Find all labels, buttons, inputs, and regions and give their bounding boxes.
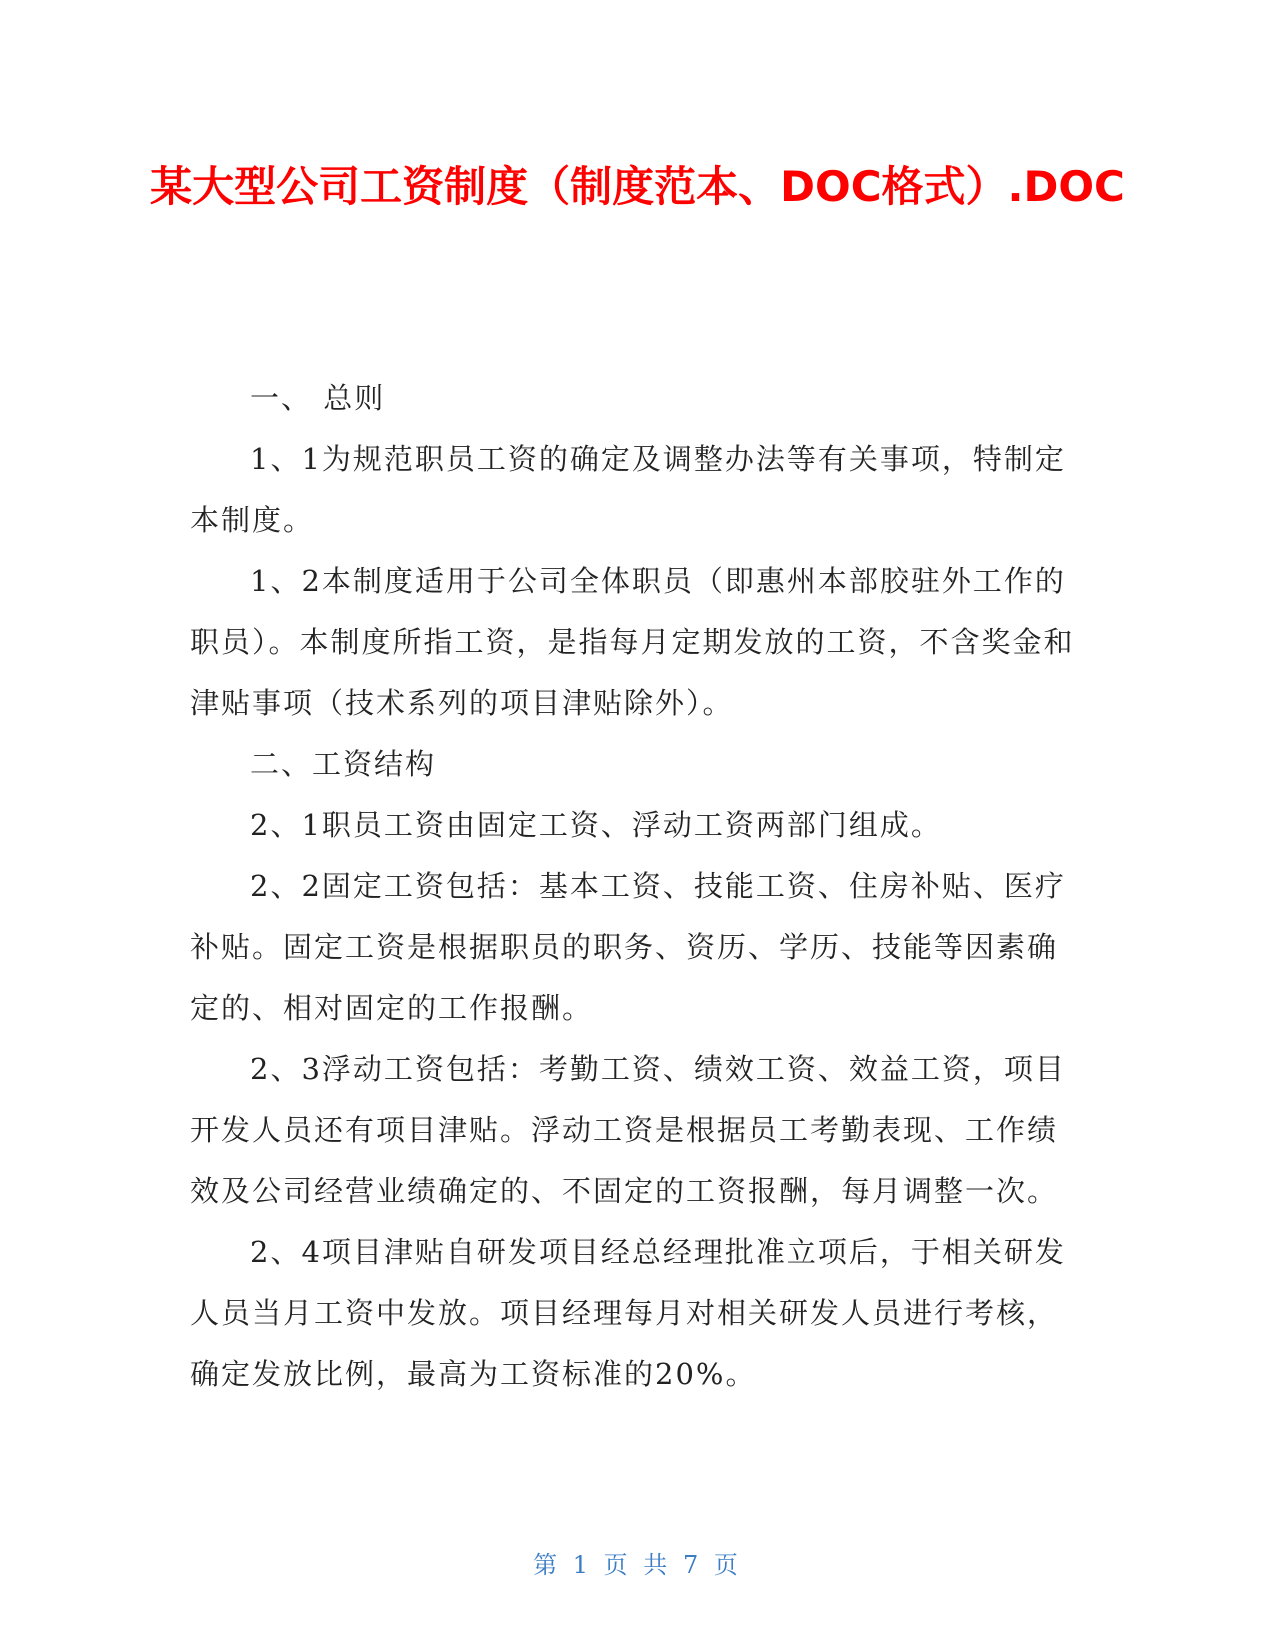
paragraph: 2、2固定工资包括：基本工资、技能工资、住房补贴、医疗补贴。固定工资是根据职员的职务、资历、学历、技能等因素确定的、相对固定的工作报酬。 <box>190 869 1066 1025</box>
paragraph: 1、1为规范职员工资的确定及调整办法等有关事项，特制定本制度。 <box>190 442 1066 537</box>
section-heading: 一、 总则 <box>250 381 386 415</box>
paragraph: 2、1职员工资由固定工资、浮动工资两部门组成。 <box>250 808 942 842</box>
paragraph: 1、2本制度适用于公司全体职员（即惠州本部胶驻外工作的职员）。本制度所指工资，是指每月定期发放的工资，不含奖金和津贴事项（技术系列的项目津贴除外）。 <box>190 564 1075 720</box>
paragraph: 2、4项目津贴自研发项目经总经理批准立项后，于相关研发人员当月工资中发放。项目经理每月对相关研发人员进行考核，确定发放比例，最高为工资标准的20%。 <box>190 1235 1066 1391</box>
document-body <box>190 368 1080 1405</box>
paragraph: 2、3浮动工资包括：考勤工资、绩效工资、效益工资，项目开发人员还有项目津贴。浮动工资是根据员工考勤表现、工作绩效及公司经营业绩确定的、不固定的工资报酬，每月调整一次。 <box>190 1052 1066 1208</box>
document-title: 某大型公司工资制度（制度范本、DOC格式）.DOC <box>150 162 1125 211</box>
page-number-footer: 第 1 页 共 7 页 <box>533 1551 742 1579</box>
section-heading: 二、工资结构 <box>250 747 437 781</box>
